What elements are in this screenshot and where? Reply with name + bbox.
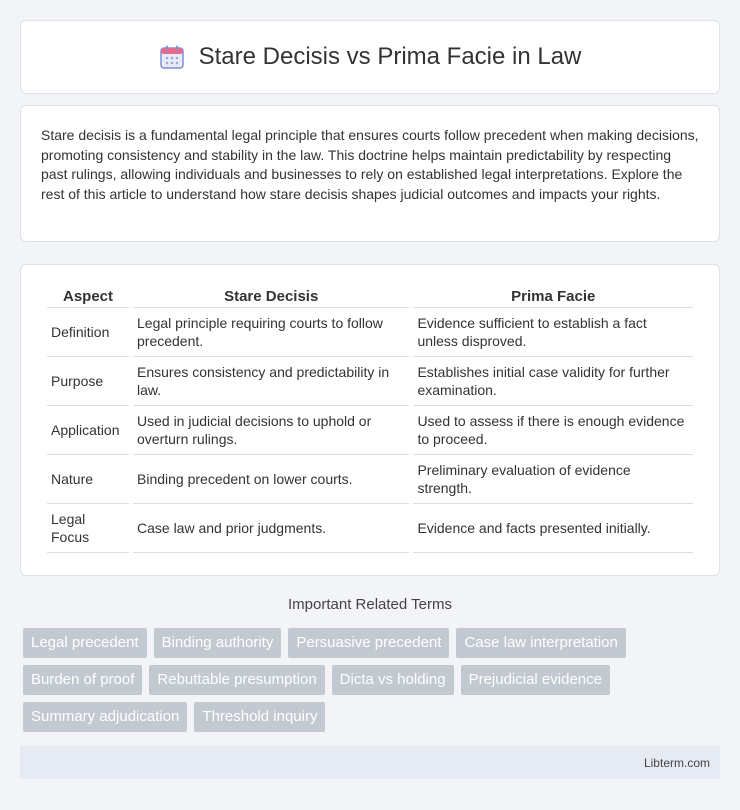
tag-burden-of-proof[interactable]: Burden of proof [23,665,142,695]
title-card [20,20,720,94]
row-aspect: Purpose [47,357,129,406]
table-row [47,455,693,504]
tag-case-law-interpretation[interactable]: Case law interpretation [456,628,625,658]
row-aspect: Application [47,406,129,455]
tag-prejudicial-evidence[interactable]: Prejudicial evidence [461,665,610,695]
tag-summary-adjudication[interactable]: Summary adjudication [23,702,187,732]
row-aspect: Legal Focus [47,504,129,553]
header-prima-facie: Prima Facie [413,285,693,308]
table-row [47,406,693,455]
related-terms-title: Important Related Terms [288,596,452,613]
row-aspect: Definition [47,308,129,357]
comparison-card [20,264,720,576]
tag-rebuttable-presumption[interactable]: Rebuttable presumption [149,665,324,695]
table-row [47,357,693,406]
intro-card [20,105,720,242]
calendar-icon [159,44,185,70]
intro-text: Stare decisis is a fundamental legal principle that ensures courts follow precedent when making decisions, promoting consistency and stability in the law. This doctrine helps maintain predictability by respecting past rulings, allowing individuals and businesses to rely on established legal interpretations. Explore the rest of this article to understand how stare decisis shapes judicial outcomes and impacts your rights. [41,127,699,202]
tag-legal-precedent[interactable]: Legal precedent [23,628,147,658]
row-aspect: Nature [47,455,129,504]
tag-binding-authority[interactable]: Binding authority [154,628,282,658]
footer [20,746,720,779]
row-stare-decisis: Used in judicial decisions to uphold or overturn rulings. [133,406,409,455]
tag-persuasive-precedent[interactable]: Persuasive precedent [288,628,449,658]
header-stare-decisis: Stare Decisis [133,285,409,308]
footer-site-link[interactable]: Libterm.com [643,755,710,770]
table-row [47,504,693,553]
comparison-table [43,285,697,553]
row-prima-facie: Evidence and facts presented initially. [413,504,693,553]
header-aspect: Aspect [47,285,129,308]
table-header-row [47,285,693,308]
related-terms-tags [23,628,723,732]
row-prima-facie: Evidence sufficient to establish a fact unless disproved. [413,308,693,357]
row-stare-decisis: Binding precedent on lower courts. [133,455,409,504]
row-prima-facie: Establishes initial case validity for further examination. [413,357,693,406]
row-stare-decisis: Legal principle requiring courts to follow precedent. [133,308,409,357]
tag-dicta-vs-holding[interactable]: Dicta vs holding [332,665,454,695]
page-title: Stare Decisis vs Prima Facie in Law [198,43,582,70]
row-prima-facie: Used to assess if there is enough evidence to proceed. [413,406,693,455]
table-row [47,308,693,357]
row-stare-decisis: Ensures consistency and predictability in law. [133,357,409,406]
tag-threshold-inquiry[interactable]: Threshold inquiry [194,702,325,732]
row-stare-decisis: Case law and prior judgments. [133,504,409,553]
row-prima-facie: Preliminary evaluation of evidence strength. [413,455,693,504]
